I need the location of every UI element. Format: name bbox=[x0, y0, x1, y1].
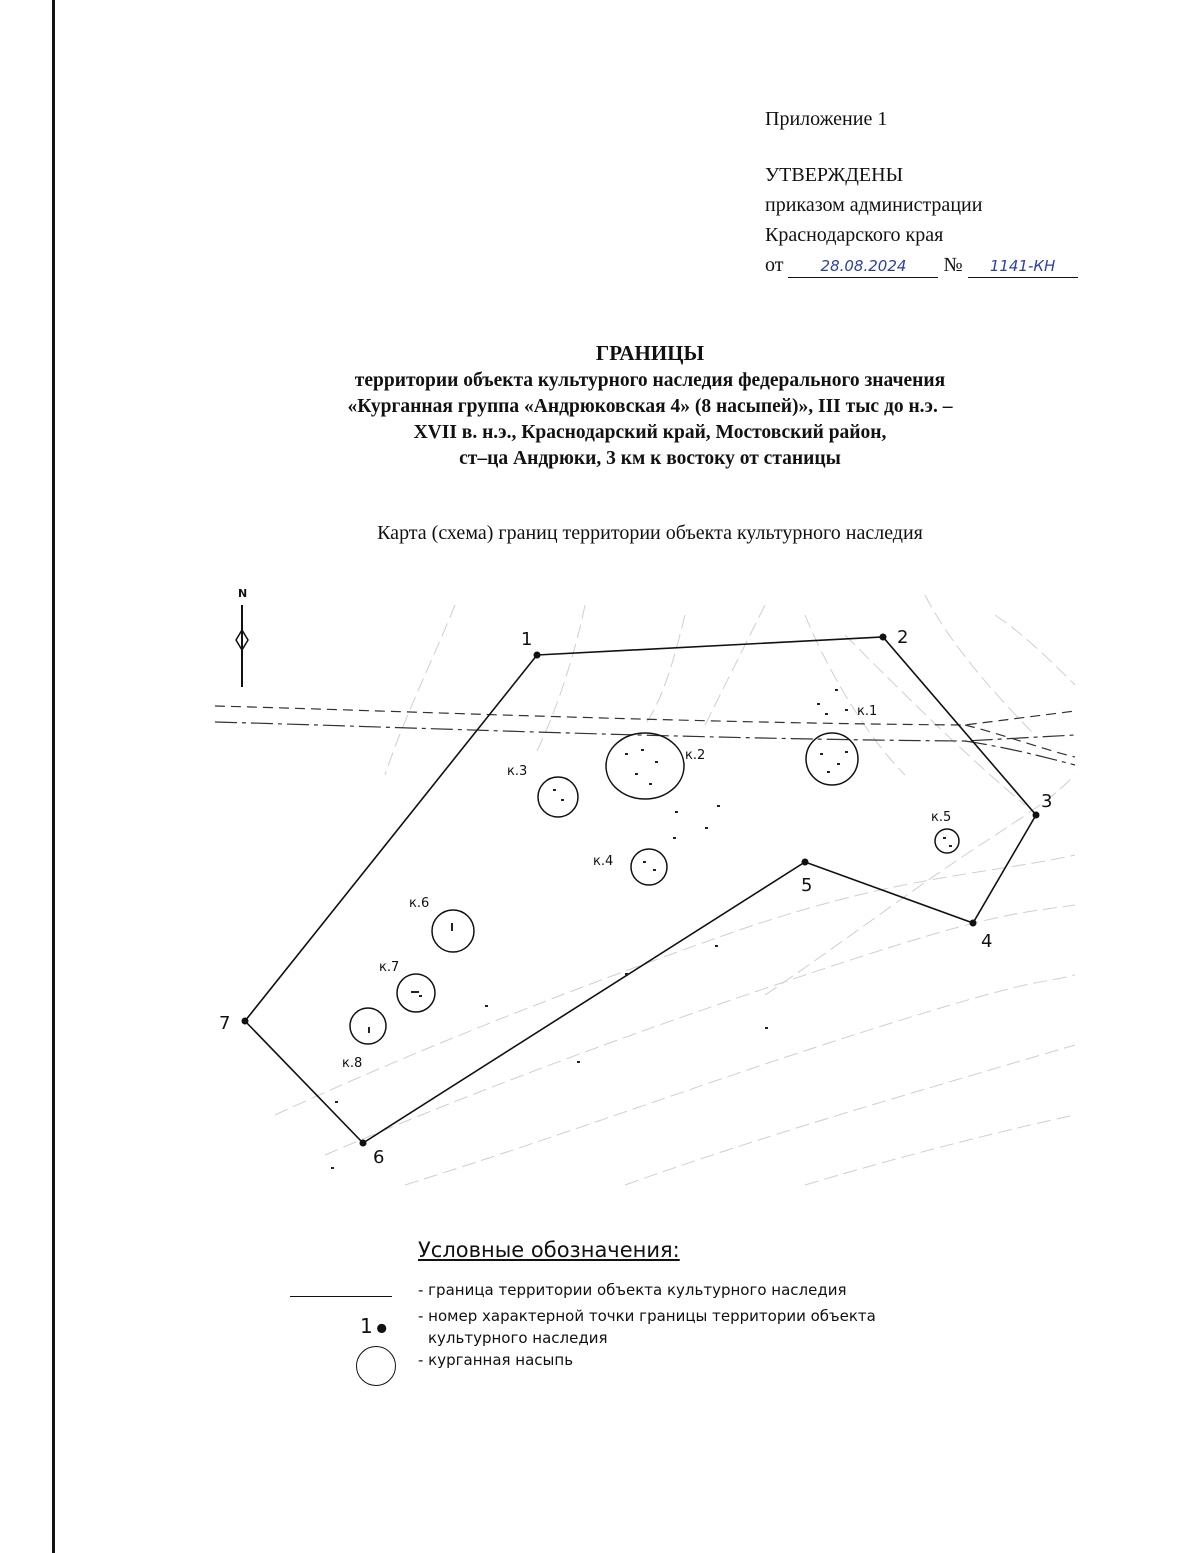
boundary-point-2-marker bbox=[880, 634, 887, 641]
mound-1 bbox=[806, 733, 858, 785]
boundary-point-5-marker bbox=[802, 859, 809, 866]
approved-line-1: приказом администрации bbox=[765, 194, 983, 216]
boundary-point-6-marker bbox=[360, 1140, 367, 1147]
page-edge-line bbox=[52, 0, 55, 1553]
order-date-number bbox=[765, 250, 1078, 280]
mound-label-5: к.5 bbox=[931, 810, 952, 825]
number-prefix: № bbox=[943, 254, 963, 276]
boundary-point-7-marker bbox=[242, 1018, 249, 1025]
legend-point-sample: 1 ● bbox=[360, 1314, 388, 1338]
boundary-point-1: 1 bbox=[521, 629, 533, 650]
document-title bbox=[200, 340, 1100, 472]
mound-label-7: к.7 bbox=[379, 960, 400, 975]
boundary-polygon bbox=[245, 637, 1036, 1143]
mound-2 bbox=[606, 733, 684, 799]
boundary-point-4: 4 bbox=[981, 931, 993, 952]
approved-label: УТВЕРЖДЕНЫ bbox=[765, 164, 904, 186]
title-main: ГРАНИЦЫ bbox=[595, 341, 705, 365]
title-line-4: ст–ца Андрюки, 3 км к востоку от станицы bbox=[459, 448, 841, 469]
boundary-point-4-marker bbox=[970, 920, 977, 927]
legend-heading: Условные обозначения: bbox=[418, 1238, 680, 1262]
legend-boundary-line-sample bbox=[290, 1296, 392, 1297]
legend-boundary-text: - граница территории объекта культурного наследия bbox=[418, 1281, 847, 1299]
boundary-point-5: 5 bbox=[801, 875, 813, 896]
north-label: N bbox=[238, 587, 248, 600]
mound-4 bbox=[631, 849, 667, 885]
order-number: 1141-КН bbox=[989, 257, 1056, 275]
title-line-2: «Курганная группа «Андрюковская 4» (8 насыпей)», III тыс до н.э. – bbox=[347, 396, 953, 417]
mound-label-4: к.4 bbox=[593, 854, 614, 869]
appendix-label: Приложение 1 bbox=[765, 108, 888, 130]
mound-label-3: к.3 bbox=[507, 764, 528, 779]
mound-5 bbox=[935, 829, 959, 853]
approval-block bbox=[765, 104, 1078, 280]
approved-line-2: Краснодарского края bbox=[765, 224, 944, 246]
legend-mound-circle-sample bbox=[356, 1346, 396, 1386]
mound-8 bbox=[350, 1008, 386, 1044]
boundary-point-1-marker bbox=[534, 652, 541, 659]
boundary-map bbox=[205, 575, 1085, 1195]
mound-markings bbox=[331, 689, 952, 1169]
mound-label-8: к.8 bbox=[342, 1056, 363, 1071]
north-arrow-icon bbox=[236, 587, 248, 687]
mound-label-1: к.1 bbox=[857, 704, 878, 719]
boundary-point-2: 2 bbox=[897, 627, 909, 648]
title-line-3: XVII в. н.э., Краснодарский край, Мостовский район, bbox=[413, 422, 887, 443]
legend-mound-text: - курганная насыпь bbox=[418, 1351, 574, 1369]
road-lines bbox=[215, 706, 1075, 765]
title-line-1: территории объекта культурного наследия федерального значения bbox=[354, 370, 946, 391]
terrain-contours bbox=[275, 595, 1075, 1185]
mound-labels bbox=[342, 704, 951, 1071]
mound-3 bbox=[538, 777, 578, 817]
legend-point-text-1: - номер характерной точки границы территории объекта bbox=[418, 1307, 876, 1325]
map-caption: Карта (схема) границ территории объекта культурного наследия bbox=[377, 522, 923, 544]
date-prefix: от bbox=[765, 254, 784, 276]
legend-point-text-2: культурного наследия bbox=[428, 1329, 608, 1347]
legend-point-number: 1 bbox=[360, 1314, 373, 1338]
boundary-point-3-marker bbox=[1033, 812, 1040, 819]
order-date: 28.08.2024 bbox=[820, 257, 907, 275]
boundary-point-3: 3 bbox=[1041, 791, 1053, 812]
mounds bbox=[350, 733, 959, 1044]
boundary-point-7: 7 bbox=[219, 1013, 231, 1034]
mound-label-6: к.6 bbox=[409, 896, 430, 911]
boundary-point-6: 6 bbox=[373, 1147, 385, 1168]
mound-label-2: к.2 bbox=[685, 748, 706, 763]
